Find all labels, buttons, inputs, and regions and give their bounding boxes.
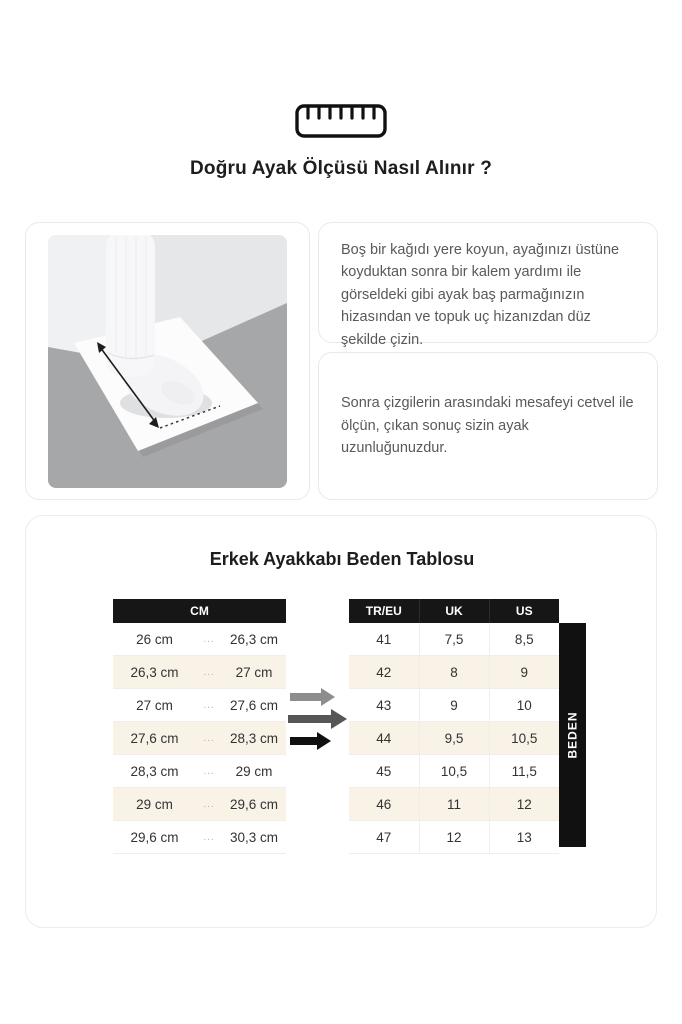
range-separator: ... (203, 699, 215, 711)
table-row (349, 689, 559, 722)
size-col-header-treu: TR/EU (349, 599, 419, 623)
size-col-header-us: US (489, 599, 559, 623)
cm-to: 27,6 cm (229, 697, 279, 713)
range-separator: ... (203, 831, 215, 843)
cm-from: 28,3 cm (130, 763, 179, 779)
foot-photo-card (25, 222, 310, 500)
size-us: 10,5 (489, 722, 559, 755)
cm-to: 30,3 cm (229, 829, 279, 845)
cm-to: 27 cm (235, 664, 273, 680)
table-row (113, 623, 286, 656)
table-row (113, 821, 286, 854)
range-separator: ... (203, 765, 215, 777)
cm-from: 26 cm (136, 631, 173, 647)
table-row (349, 656, 559, 689)
cm-to: 29,6 cm (229, 796, 279, 812)
size-us: 8,5 (489, 623, 559, 656)
size-us: 13 (489, 821, 559, 854)
table-row (113, 656, 286, 689)
size-uk: 8 (419, 656, 489, 689)
range-separator: ... (203, 633, 215, 645)
foot-measurement-illustration (48, 235, 287, 488)
cm-from: 27 cm (136, 697, 173, 713)
size-treu: 45 (376, 763, 392, 779)
beden-side-label-text: BEDEN (565, 711, 580, 759)
arrow-right-icon (288, 709, 347, 729)
table-row (113, 689, 286, 722)
ruler-icon (295, 104, 387, 138)
cm-from: 27,6 cm (130, 730, 179, 746)
table-row (113, 722, 286, 755)
instruction-step-1-text: Boş bir kağıdı yere koyun, ayağınızı üstüne koyduktan sonra bir kalem yardımı ile görseldeki gibi ayak baş parmağınızın hizasından ve topuk uç hizanızdan düz şekilde çizin. (341, 242, 620, 348)
size-uk: 9 (419, 689, 489, 722)
size-uk: 7,5 (419, 623, 489, 656)
size-uk: 9,5 (419, 722, 489, 755)
cm-from: 29 cm (136, 796, 173, 812)
instruction-step-2 (318, 352, 658, 500)
range-separator: ... (203, 798, 215, 810)
cm-to: 28,3 cm (229, 730, 279, 746)
table-row (349, 788, 559, 821)
table-row (113, 788, 286, 821)
size-section-title: Erkek Ayakkabı Beden Tablosu (209, 549, 475, 569)
cm-table (113, 599, 286, 854)
size-us: 12 (489, 788, 559, 821)
size-col-header-uk: UK (419, 599, 489, 623)
size-uk: 10,5 (419, 755, 489, 788)
cm-table-header: CM (113, 599, 286, 623)
foot-measurement-photo (48, 235, 287, 488)
page-title: Doğru Ayak Ölçüsü Nasıl Alınır ? (189, 158, 492, 179)
cm-from: 26,3 cm (130, 664, 179, 680)
size-treu: 47 (376, 829, 392, 845)
size-treu: 46 (376, 796, 392, 812)
range-separator: ... (203, 732, 215, 744)
cm-to: 29 cm (235, 763, 273, 779)
table-row (349, 722, 559, 755)
size-uk: 12 (419, 821, 489, 854)
size-treu: 44 (376, 730, 392, 746)
arrow-right-icon (290, 688, 335, 706)
arrow-right-icon (290, 732, 331, 750)
table-row (349, 821, 559, 854)
size-table-section (25, 515, 657, 928)
size-treu: 43 (376, 697, 392, 713)
table-row (349, 623, 559, 656)
instruction-step-1 (318, 222, 658, 348)
conversion-arrows (288, 688, 350, 757)
cm-to: 26,3 cm (229, 631, 279, 647)
table-row (113, 755, 286, 788)
size-us: 11,5 (489, 755, 559, 788)
ruler-icon (0, 104, 682, 143)
range-separator: ... (203, 666, 215, 678)
size-us: 10 (489, 689, 559, 722)
shoe-size-table (349, 599, 559, 854)
beden-side-label (559, 623, 586, 847)
size-us: 9 (489, 656, 559, 689)
cm-from: 29,6 cm (130, 829, 179, 845)
size-treu: 42 (376, 664, 392, 680)
size-uk: 11 (419, 788, 489, 821)
table-row (349, 755, 559, 788)
instruction-step-2-text: Sonra çizgilerin arasındaki mesafeyi cetvel ile ölçün, çıkan sonuç sizin ayak uzunluğunuzdur. (341, 395, 634, 457)
size-treu: 41 (376, 631, 392, 647)
